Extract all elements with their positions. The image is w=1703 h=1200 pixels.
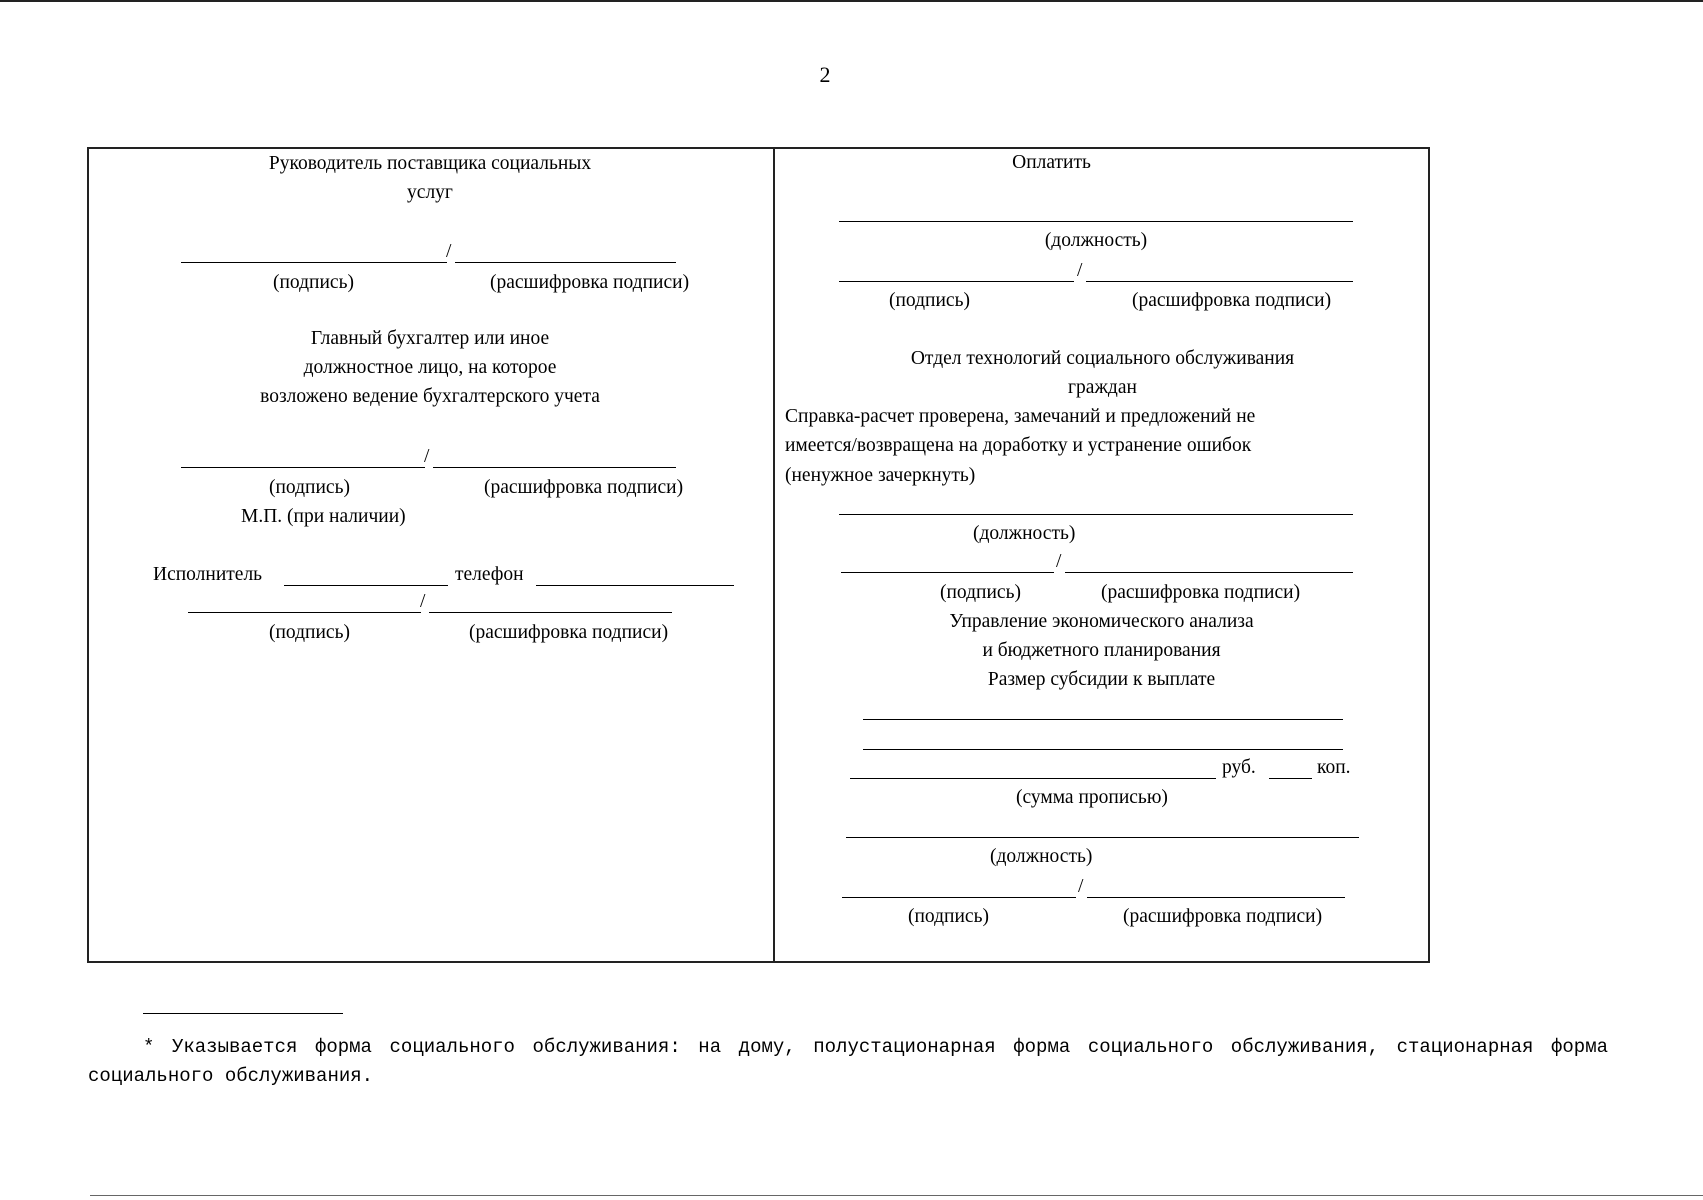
verification-text: Справка-расчет проверена, замечаний и предложений не [785, 406, 1256, 427]
subsidy-rub-line [850, 778, 1216, 779]
pay-separator: / [1077, 260, 1083, 281]
executor-decoding-caption: (расшифровка подписи) [469, 622, 669, 643]
kop-line [1269, 778, 1312, 779]
dept-separator: / [1056, 551, 1062, 572]
executor-signature-caption: (подпись) [269, 622, 350, 643]
footnote-text: * Указывается форма социального обслуживания: на дому, полустационарная форма социального обслуживания, стационарная форма социального обслуживания. [88, 1036, 1608, 1087]
subsidy-amount-line-1 [863, 719, 1343, 720]
phone-line [536, 585, 734, 586]
econ-decoding-caption: (расшифровка подписи) [1123, 906, 1323, 927]
executor-label: Исполнитель [153, 564, 263, 585]
bottom-edge-rule [90, 1195, 1703, 1196]
pay-position-caption: (должность) [1044, 230, 1148, 251]
supplier-head-title-cont: услуг [407, 182, 453, 203]
supplier-head-separator: / [446, 241, 452, 262]
dept-position-line [839, 514, 1353, 515]
column-divider [773, 147, 775, 963]
seal-note: М.П. (при наличии) [241, 506, 406, 527]
economic-dept-title: Управление экономического анализа [949, 611, 1254, 632]
signature-form-table [87, 147, 1430, 963]
executor-signature-line [188, 612, 421, 613]
chief-accountant-signature-line [181, 467, 425, 468]
sum-in-words-caption: (сумма прописью) [1016, 787, 1168, 808]
supplier-head-decoding-line [455, 262, 676, 263]
econ-decoding-line [1087, 897, 1345, 898]
econ-position-caption: (должность) [990, 846, 1093, 867]
chief-accountant-separator: / [424, 446, 430, 467]
pay-decoding-caption: (расшифровка подписи) [1132, 290, 1332, 311]
pay-label: Оплатить [1012, 152, 1091, 173]
pay-decoding-line [1086, 281, 1353, 282]
supplier-head-signature-line [181, 262, 447, 263]
supplier-head-signature-caption: (подпись) [273, 272, 354, 293]
executor-separator: / [420, 591, 426, 612]
dept-decoding-line [1065, 572, 1353, 573]
rub-label: руб. [1222, 757, 1256, 778]
pay-position-line [839, 221, 1353, 222]
verification-strike-note: (ненужное зачеркнуть) [785, 465, 976, 486]
supplier-head-decoding-caption: (расшифровка подписи) [490, 272, 690, 293]
chief-accountant-signature-caption: (подпись) [269, 477, 350, 498]
chief-accountant-decoding-caption: (расшифровка подписи) [484, 477, 684, 498]
verification-text-cont: имеется/возвращена на доработку и устранение ошибок [785, 435, 1252, 456]
kop-label: коп. [1317, 757, 1351, 778]
chief-accountant-title-end: возложено ведение бухгалтерского учета [260, 386, 600, 407]
executor-decoding-line [429, 612, 672, 613]
econ-separator: / [1078, 876, 1084, 897]
chief-accountant-title: Главный бухгалтер или иное [310, 328, 550, 349]
phone-label: телефон [455, 564, 524, 585]
chief-accountant-decoding-line [433, 467, 676, 468]
dept-position-caption: (должность) [973, 523, 1076, 544]
footnote-separator [143, 1013, 343, 1014]
econ-signature-line [842, 897, 1076, 898]
top-edge-rule [0, 0, 1703, 2]
executor-line [284, 585, 448, 586]
econ-position-line [846, 837, 1359, 838]
pay-signature-line [839, 281, 1074, 282]
economic-dept-title-cont: и бюджетного планирования [982, 640, 1221, 661]
pay-signature-caption: (подпись) [889, 290, 970, 311]
chief-accountant-title-cont: должностное лицо, на которое [303, 357, 557, 378]
dept-decoding-caption: (расшифровка подписи) [1101, 582, 1301, 603]
dept-signature-caption: (подпись) [940, 582, 1021, 603]
dept-signature-line [841, 572, 1054, 573]
supplier-head-title: Руководитель поставщика социальных [268, 153, 592, 174]
subsidy-amount-line-2 [863, 749, 1343, 750]
econ-signature-caption: (подпись) [908, 906, 989, 927]
social-tech-dept-title: Отдел технологий социального обслуживания [910, 348, 1295, 369]
social-tech-dept-title-cont: граждан [1068, 377, 1137, 398]
subsidy-amount-label: Размер субсидии к выплате [987, 669, 1216, 690]
page-number: 2 [819, 62, 831, 87]
